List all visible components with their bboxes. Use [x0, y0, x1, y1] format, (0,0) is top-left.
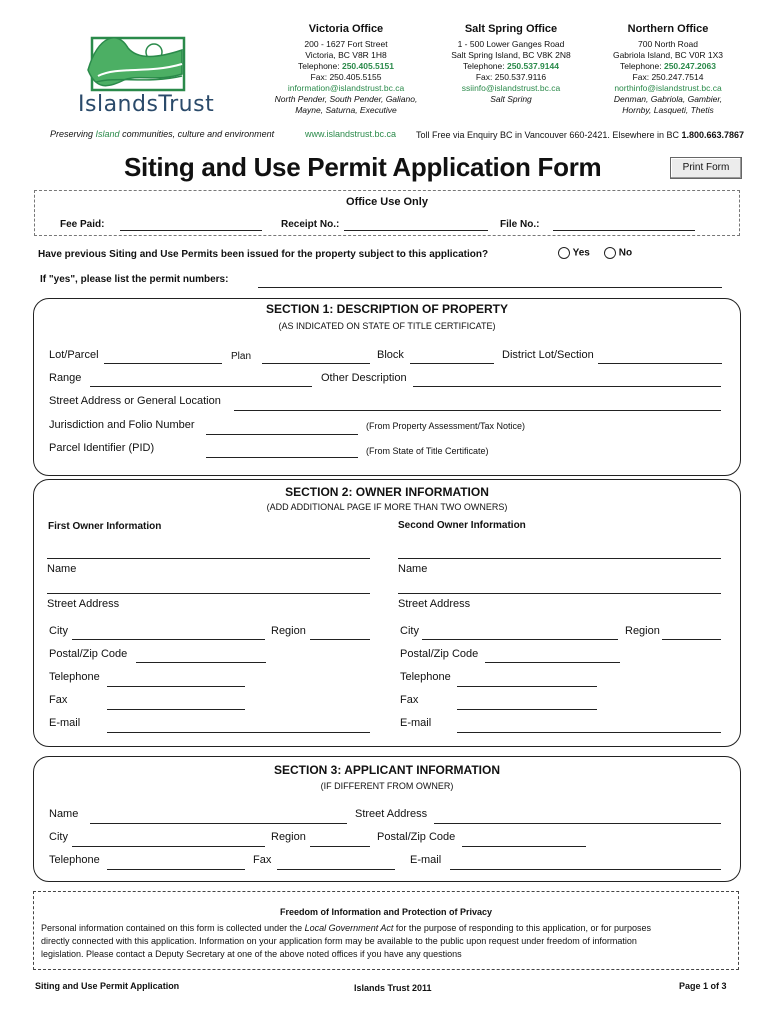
no-option[interactable]: No	[604, 247, 632, 259]
logo-emblem-icon	[78, 30, 218, 98]
fee-paid-field[interactable]	[120, 230, 262, 231]
applicant-name-field[interactable]	[90, 823, 347, 824]
range-field[interactable]	[90, 386, 312, 387]
owner2-name-field[interactable]	[398, 558, 721, 559]
applicant-city-field[interactable]	[72, 846, 265, 847]
owner1-name-field[interactable]	[47, 558, 370, 559]
receipt-no-field[interactable]	[344, 230, 488, 231]
district-lot-field[interactable]	[598, 363, 722, 364]
yes-option[interactable]: Yes	[558, 247, 590, 259]
office-northern: Northern Office 700 North Road Gabriola Island, BC V0R 1X3 Telephone: 250.247.2063 Fax: 250.247.7514 northinfo@islandstrust.bc.ca Denman, Gabriola, Gambier, Hornby, Lasqueti, Thetis	[583, 24, 753, 116]
plan-field[interactable]	[262, 363, 370, 364]
office-email-link[interactable]: northinfo@islandstrust.bc.ca	[614, 83, 722, 93]
office-email-link[interactable]: ssiinfo@islandstrust.bc.ca	[461, 83, 561, 93]
owner2-telephone-field[interactable]	[457, 686, 597, 687]
owner1-street-field[interactable]	[47, 593, 370, 594]
block-field[interactable]	[410, 363, 494, 364]
owner2-postal-field[interactable]	[485, 662, 620, 663]
jurisdiction-folio-field[interactable]	[206, 434, 358, 435]
owner1-telephone-field[interactable]	[107, 686, 245, 687]
owner2-region-field[interactable]	[662, 639, 721, 640]
section-3-title: SECTION 3: APPLICANT INFORMATION	[274, 763, 500, 777]
section-2-title: SECTION 2: OWNER INFORMATION	[285, 485, 489, 499]
owner1-email-field[interactable]	[107, 732, 370, 733]
file-no-field[interactable]	[553, 230, 695, 231]
applicant-street-field[interactable]	[434, 823, 721, 824]
owner1-city-field[interactable]	[72, 639, 265, 640]
website-link[interactable]: www.islandstrust.bc.ca	[305, 129, 397, 139]
previous-permits-question: Have previous Siting and Use Permits been issued for the property subject to this application?	[38, 249, 489, 260]
permit-numbers-field[interactable]	[258, 287, 722, 288]
brand-tagline: Preserving Island communities, culture and environment	[50, 129, 275, 139]
owner2-city-field[interactable]	[422, 639, 618, 640]
applicant-email-field[interactable]	[450, 869, 721, 870]
street-address-location-field[interactable]	[234, 410, 721, 411]
print-form-button[interactable]: Print Form	[670, 157, 742, 179]
office-use-heading: Office Use Only	[346, 196, 428, 208]
privacy-text: Personal information contained on this form is collected under the Local Government Act for the purpose of responding to this application, or for purposes directly connected with this application. Information on your application form may be available to the public upon request under freedom of information legislation. Please contact a Deputy Secretary at one of the above noted offices if you have any questions	[41, 923, 652, 959]
owner2-email-field[interactable]	[457, 732, 721, 733]
office-email-link[interactable]: information@islandstrust.bc.ca	[287, 83, 405, 93]
yes-radio[interactable]	[558, 247, 570, 259]
second-owner-heading: Second Owner Information	[398, 520, 526, 531]
other-description-field[interactable]	[413, 386, 721, 387]
applicant-postal-field[interactable]	[462, 846, 586, 847]
pid-field[interactable]	[206, 457, 358, 458]
toll-free-info: Toll Free via Enquiry BC in Vancouver 660-2421. Elsewhere in BC 1.800.663.7867	[416, 130, 745, 140]
office-victoria: Victoria Office 200 - 1627 Fort Street Victoria, BC V8R 1H8 Telephone: 250.405.5151 Fax: 250.405.5155 information@islandstrust.bc.ca North Pender, South Pender, Galiano, Mayne, Saturna, Executive	[261, 24, 431, 116]
section-1-title: SECTION 1: DESCRIPTION OF PROPERTY	[265, 302, 509, 316]
footer-center: Islands Trust 2011	[354, 983, 432, 993]
applicant-fax-field[interactable]	[277, 869, 395, 870]
permit-numbers-label: If "yes", please list the permit numbers:	[40, 274, 229, 285]
lot-parcel-field[interactable]	[104, 363, 222, 364]
first-owner-heading: First Owner Information	[48, 521, 162, 532]
islands-trust-logo	[78, 30, 218, 122]
brand-name: IslandsTrust	[78, 92, 215, 117]
owner1-fax-field[interactable]	[107, 709, 245, 710]
office-salt-spring: Salt Spring Office 1 - 500 Lower Ganges Road Salt Spring Island, BC V8K 2N8 Telephone: 250.537.9144 Fax: 250.537.9116 ssiinfo@islandstrust.bc.ca Salt Spring	[426, 24, 596, 105]
applicant-telephone-field[interactable]	[107, 869, 245, 870]
owner1-region-field[interactable]	[310, 639, 370, 640]
footer-left: Siting and Use Permit Application	[35, 981, 180, 991]
page-title: Siting and Use Permit Application Form	[124, 152, 602, 182]
owner2-street-field[interactable]	[398, 593, 721, 594]
footer-page-number: Page 1 of 3	[679, 981, 727, 991]
no-radio[interactable]	[604, 247, 616, 259]
owner1-postal-field[interactable]	[136, 662, 266, 663]
applicant-region-field[interactable]	[310, 846, 370, 847]
owner2-fax-field[interactable]	[457, 709, 597, 710]
privacy-heading: Freedom of Information and Protection of Privacy	[279, 907, 493, 917]
section-2-box	[33, 479, 741, 747]
